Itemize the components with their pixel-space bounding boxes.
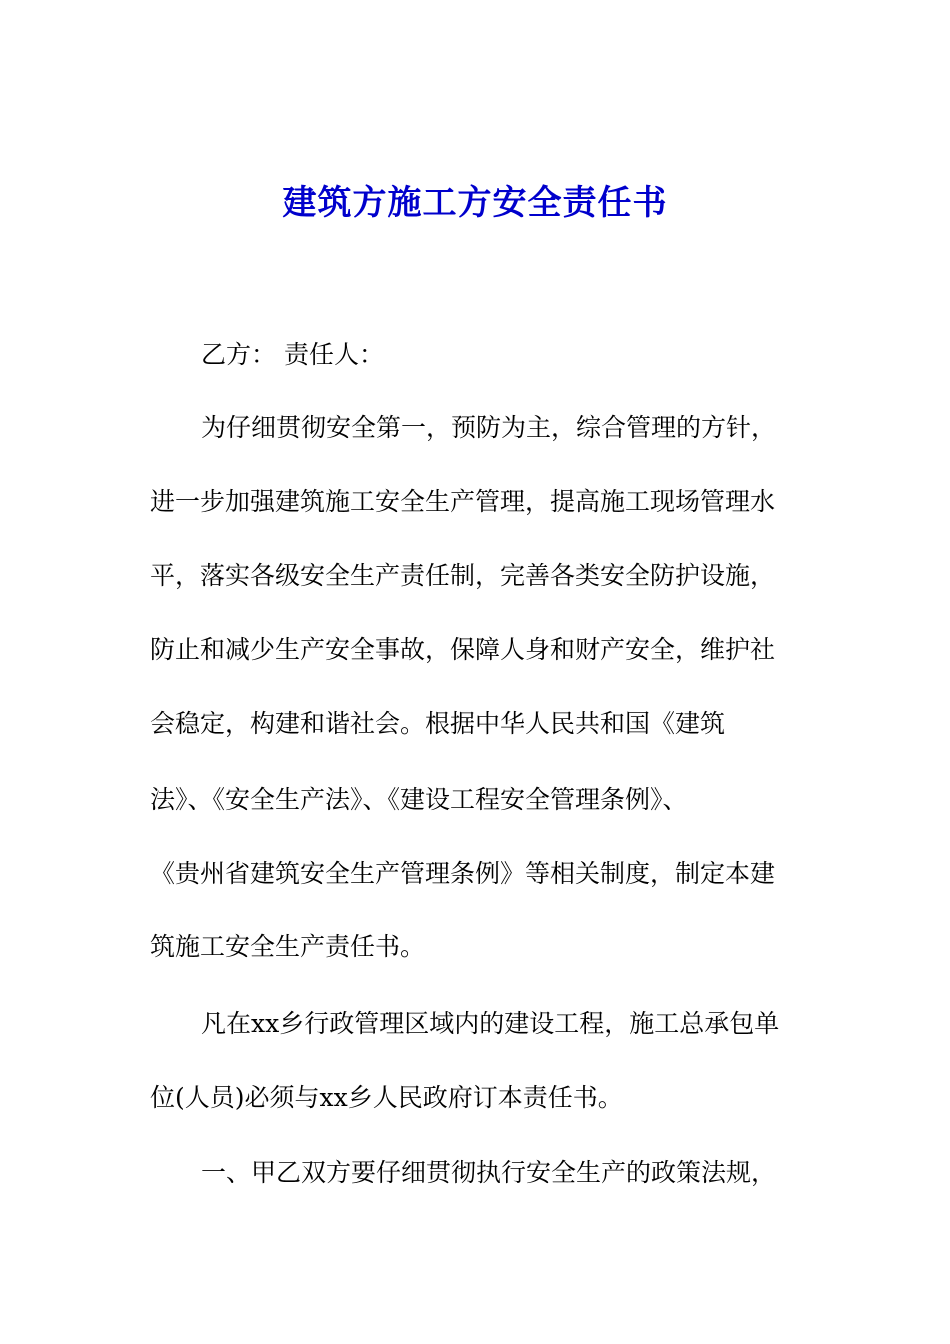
paragraph-line: 一、甲乙双方要仔细贯彻执行安全生产的政策法规， — [201, 1158, 777, 1187]
paragraph-line: 筑施工安全生产责任书。 — [150, 932, 426, 961]
paragraph-line: 法》、《安全生产法》、《建设工程安全管理条例》、 — [150, 785, 688, 814]
paragraph-line: 会稳定，构建和谐社会。根据中华人民共和国《建筑 — [150, 709, 726, 738]
paragraph-line: 《贵州省建筑安全生产管理条例》等相关制度，制定本建 — [150, 859, 776, 888]
paragraph-line: 进一步加强建筑施工安全生产管理，提高施工现场管理水 — [150, 487, 776, 516]
paragraph-line: 平，落实各级安全生产责任制，完善各类安全防护设施， — [150, 561, 776, 590]
paragraph-line: 凡在xx乡行政管理区域内的建设工程，施工总承包单 — [201, 1009, 780, 1038]
paragraph-line: 为仔细贯彻安全第一，预防为主，综合管理的方针， — [201, 413, 777, 442]
party-b-line: 乙方： 责任人： — [201, 340, 384, 369]
document-title: 建筑方施工方安全责任书 — [282, 183, 668, 223]
paragraph-line: 防止和减少生产安全事故，保障人身和财产安全，维护社 — [150, 635, 776, 664]
paragraph-line: 位(人员)必须与xx乡人民政府订本责任书。 — [150, 1083, 623, 1112]
